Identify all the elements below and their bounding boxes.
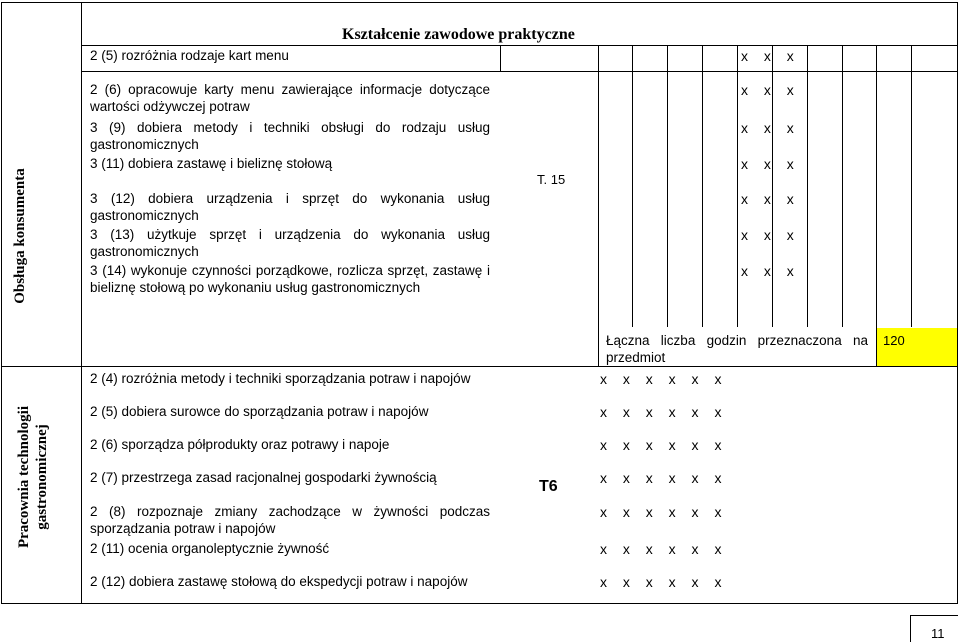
row-marks: x x x (741, 48, 794, 64)
row-marks: x x x x x x (600, 470, 722, 486)
row-marks: x x x (741, 82, 794, 98)
row-marks: x x x x x x (600, 504, 722, 520)
total-hours-value: 120 (877, 328, 957, 366)
header-row-divider (81, 45, 958, 46)
row-marks: x x x x x x (600, 404, 722, 420)
row-marks: x x x x x x (600, 437, 722, 453)
row-marks: x x x (741, 120, 794, 136)
list-item: gastronomicznych (90, 137, 199, 152)
module-code: T. 15 (537, 172, 566, 187)
page-title: Kształcenie zawodowe praktyczne (342, 26, 575, 43)
row-marks: x x x x x x (600, 371, 722, 387)
row-marks: x x x (741, 156, 794, 172)
page-number-box (910, 615, 911, 642)
list-item: 2 (12) dobiera zastawę stołową do ekspedycji potraw i napojów (90, 574, 468, 589)
row-marks: x x x x x x (600, 541, 722, 557)
list-item: 2 (6) sporządza półprodukty oraz potrawy i napoje (90, 437, 390, 452)
text-column-divider (500, 45, 501, 72)
grid-column-divider (702, 45, 703, 327)
grid-column-divider (842, 45, 843, 327)
table-bottom-border (1, 603, 958, 604)
table-top-border (1, 2, 958, 3)
grid-column-divider (667, 45, 668, 327)
list-item: 2 (8) rozpoznaje zmiany zachodzące w żywności podczas (90, 504, 490, 519)
row-marks: x x x (741, 227, 794, 243)
grid-column-divider (737, 45, 738, 327)
list-item: 3 (14) wykonuje czynności porządkowe, rozlicza sprzęt, zastawę i (90, 263, 490, 278)
list-item: 2 (5) rozróżnia rodzaje kart menu (90, 48, 289, 63)
list-item: wartości odżywczej potraw (90, 99, 250, 114)
row-marks: x x x (741, 263, 794, 279)
row-divider (81, 71, 958, 72)
total-hours-label: Łączna liczba godzin przeznaczona na (606, 333, 868, 348)
list-item: sporządzania potraw i napojów (90, 521, 276, 536)
list-item: 3 (9) dobiera metody i techniki obsługi do rodzaju usług (90, 120, 490, 135)
section-label-pracownia (15, 377, 51, 577)
grid-column-divider (807, 45, 808, 327)
list-item: 3 (13) użytkuje sprzęt i urządzenia do wykonania usług (90, 227, 490, 242)
module-code: T6 (539, 478, 558, 495)
list-item: 2 (6) opracowuje karty menu zawierające informacje dotyczące (90, 82, 490, 97)
list-item: 3 (12) dobiera urządzenia i sprzęt do wykonania usług (90, 191, 490, 206)
list-item: 2 (4) rozróżnia metody i techniki sporządzania potraw i napojów (90, 371, 471, 386)
section-label-obsluga-konsumenta: Obsługa konsumenta (12, 168, 28, 304)
row-marks: x x x x x x (600, 574, 722, 590)
grid-column-divider (876, 45, 877, 327)
table-right-border (957, 2, 958, 604)
code-column-divider (598, 45, 599, 367)
list-item: 2 (7) przestrzega zasad racjonalnej gospodarki żywnością (90, 470, 437, 485)
list-item: bieliznę stołową po wykonaniu usług gastronomicznych (90, 280, 421, 295)
grid-column-divider (632, 45, 633, 327)
section-label-line: Pracownia technologii (16, 405, 32, 549)
section-divider (1, 366, 958, 367)
list-item: 3 (11) dobiera zastawę i bieliznę stołową (90, 156, 333, 171)
section-label-line: gastronomicznej (34, 424, 50, 530)
row-marks: x x x (741, 191, 794, 207)
total-hours-label: przedmiot (606, 350, 666, 365)
list-item: 2 (11) ocenia organoleptycznie żywność (90, 541, 330, 556)
label-column-divider (81, 2, 82, 604)
page-number: 11 (931, 626, 945, 641)
list-item: gastronomicznych (90, 244, 199, 259)
list-item: gastronomicznych (90, 208, 199, 223)
list-item: 2 (5) dobiera surowce do sporządzania potraw i napojów (90, 404, 429, 419)
table-left-border (1, 2, 2, 604)
page-number-box (910, 615, 958, 616)
grid-column-divider (911, 45, 912, 327)
